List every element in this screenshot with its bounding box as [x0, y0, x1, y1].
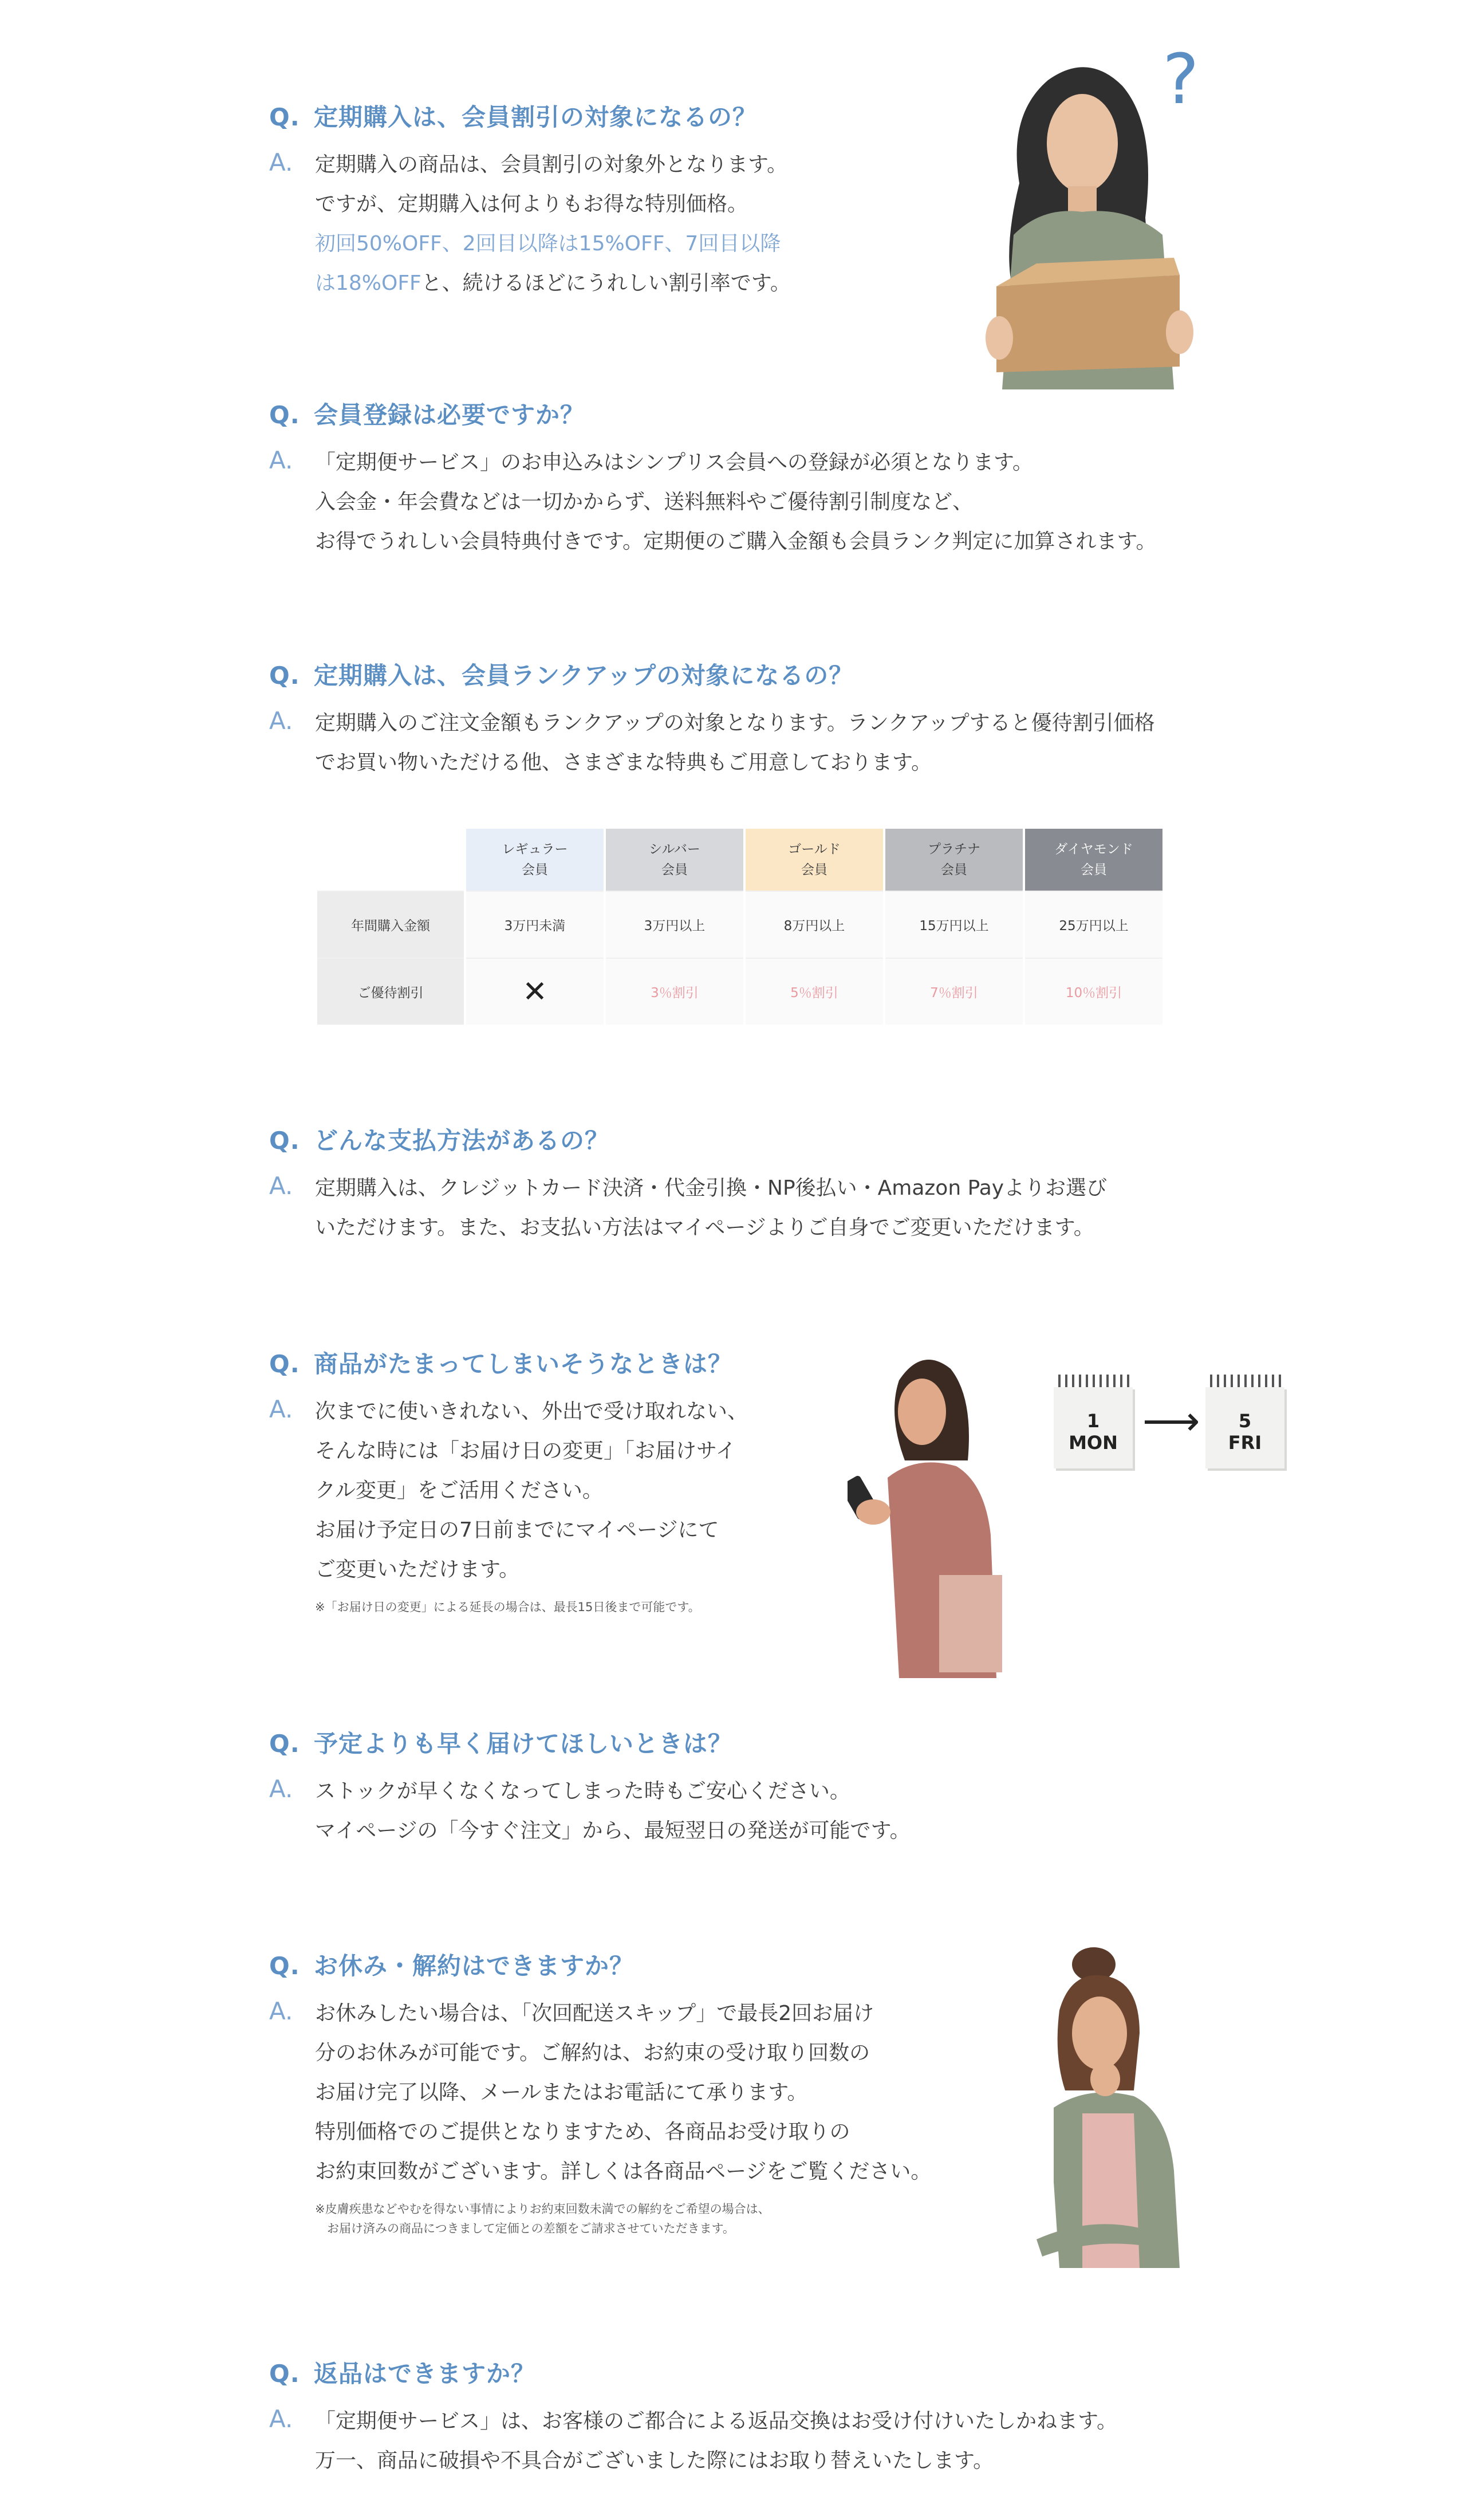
question	[269, 1949, 931, 1983]
answer-line: 分のお休みが可能です。ご解約は、お約束の受け取り回数の	[315, 2041, 870, 2065]
table-row	[317, 958, 1162, 1025]
table-cell: 3万円未満	[466, 891, 604, 958]
answer-line: お得でうれしい会員特典付きです。定期便のご購入金額も会員ランク判定に加算されます。	[315, 530, 1157, 553]
answer-line: お届け予定日の7日前までにマイページにて	[315, 1518, 719, 1542]
table-cell: 25万円以上	[1025, 891, 1162, 958]
faq-item	[269, 1949, 931, 2238]
table-corner	[317, 829, 464, 891]
calendar-date-from: 1 MON	[1069, 1410, 1118, 1454]
table-cell: 15万円以上	[885, 891, 1023, 958]
table-cell: 7％割引	[885, 958, 1023, 1025]
rank-platinum-header: プラチナ 会員	[885, 829, 1023, 891]
answer-line: マイページの「今すぐ注文」から、最短翌日の発送が可能です。	[315, 1819, 911, 1842]
table-cell: 10％割引	[1025, 958, 1162, 1025]
q-mark: Q.	[269, 662, 300, 690]
table-header-row	[317, 829, 1162, 891]
answer	[269, 2401, 1117, 2480]
row-label-annual-purchase: 年間購入金額	[317, 891, 464, 958]
answer-line: お約束回数がございます。詳しくは各商品ページをご覧ください。	[315, 2160, 932, 2183]
faq-item	[269, 1347, 748, 1617]
answer-text: と、続けるほどにうれしい割引率です。	[421, 271, 791, 295]
answer-line: 「定期便サービス」は、お客様のご都合による返品交換はお受け付けいたしかねます。	[315, 2409, 1118, 2433]
rank-regular-header: レギュラー 会員	[466, 829, 604, 891]
q-mark: Q.	[269, 2360, 300, 2388]
q-mark: Q.	[269, 1127, 300, 1155]
faq-item	[269, 1727, 911, 1850]
answer-line: お届け完了以降、メールまたはお電話にて承ります。	[315, 2081, 808, 2104]
answer-line: 次までに使いきれない、外出で受け取れない、	[315, 1400, 748, 1423]
faq-item	[269, 2357, 1117, 2480]
member-rank-table	[315, 829, 1165, 1025]
answer	[269, 1392, 748, 1617]
a-mark: A.	[269, 707, 293, 735]
footnote	[315, 2199, 931, 2238]
answer-line: 定期購入の商品は、会員割引の対象外となります。	[315, 153, 788, 176]
question	[269, 1124, 1107, 1158]
a-mark: A.	[269, 148, 293, 176]
rank-gold-header: ゴールド 会員	[746, 829, 883, 891]
answer-line	[315, 263, 791, 303]
rank-silver-header: シルバー 会員	[606, 829, 743, 891]
a-mark: A.	[269, 1775, 293, 1803]
answer	[269, 145, 791, 303]
answer-line: いただけます。また、お支払い方法はマイページよりご自身でご変更いただけます。	[315, 1216, 1094, 1239]
faq-item	[269, 1124, 1107, 1247]
question	[269, 1347, 748, 1381]
answer	[269, 1994, 931, 2238]
rank-diamond-header: ダイヤモンド 会員	[1025, 829, 1162, 891]
no-discount-cross-icon: ✕	[466, 958, 604, 1025]
answer-line: 定期購入のご注文金額もランクアップの対象となります。ランクアップすると優待割引価格	[315, 711, 1155, 735]
a-mark: A.	[269, 1172, 293, 1200]
q-mark: Q.	[269, 401, 300, 429]
answer-line: ストックが早くなくなってしまった時もご安心ください。	[315, 1779, 850, 1803]
q-mark: Q.	[269, 1952, 300, 1980]
question-text: 返品はできますか？	[314, 2360, 536, 2388]
q-mark: Q.	[269, 1730, 300, 1758]
question-text: どんな支払方法があるの？	[314, 1127, 610, 1155]
a-mark: A.	[269, 446, 293, 474]
answer-line: ご変更いただけます。	[315, 1558, 520, 1581]
table-cell: 3万円以上	[606, 891, 743, 958]
discount-highlight: は18%OFF	[315, 271, 421, 295]
calendar-icon	[1054, 1375, 1133, 1468]
question-text: 会員登録は必要ですか？	[314, 401, 585, 429]
arrow-right-icon: ⟶	[1142, 1397, 1200, 1444]
answer	[269, 703, 1155, 782]
table-cell: 8万円以上	[746, 891, 883, 958]
answer-line: 「定期便サービス」のお申込みはシンプリス会員への登録が必須となります。	[315, 451, 1034, 474]
faq-item	[269, 398, 1157, 561]
woman-with-phone-illustration	[848, 1346, 1037, 1680]
q-mark: Q.	[269, 1350, 300, 1378]
answer-line: でお買い物いただける他、さまざまな特典もご用意しております。	[315, 751, 932, 774]
question-mark-icon: ?	[1162, 40, 1199, 120]
answer-line: そんな時には「お届け日の変更」「お届けサイ	[315, 1439, 736, 1463]
a-mark: A.	[269, 1997, 293, 2025]
table-row	[317, 891, 1162, 958]
discount-highlight: 初回50%OFF、2回目以降は15%OFF、7回目以降	[315, 232, 781, 255]
answer	[269, 1168, 1107, 1247]
answer-line: 定期購入は、クレジットカード決済・代金引換・NP後払い・Amazon Payよりお選び	[315, 1176, 1108, 1200]
question	[269, 2357, 1117, 2391]
question-text: 定期購入は、会員割引の対象になるの？	[314, 103, 758, 131]
question-text: 定期購入は、会員ランクアップの対象になるの？	[314, 662, 854, 690]
footnote: ※「お届け日の変更」による延長の場合は、最長15日後まで可能です。	[315, 1600, 700, 1614]
a-mark: A.	[269, 2405, 293, 2433]
answer-line: 入会金・年会費などは一切かからず、送料無料やご優待割引制度など、	[315, 490, 974, 514]
calendar-date-to: 5 FRI	[1228, 1410, 1262, 1454]
calendar-icon	[1205, 1375, 1284, 1468]
question	[269, 1727, 911, 1761]
faq-item	[269, 100, 791, 303]
row-label-discount: ご優待割引	[317, 958, 464, 1025]
answer	[269, 443, 1157, 561]
question-text: 予定よりも早く届けてほしいときは？	[314, 1730, 733, 1758]
table-cell: 5％割引	[746, 958, 883, 1025]
answer-line: 特別価格でのご提供となりますため、各商品お受け取りの	[315, 2120, 850, 2144]
answer-line: 万一、商品に破損や不具合がございました際にはお取り替えいたします。	[315, 2449, 994, 2472]
faq-item	[269, 659, 1155, 782]
table-cell: 3％割引	[606, 958, 743, 1025]
question-text: お休み・解約はできますか？	[314, 1952, 635, 1980]
answer-line: クル変更」をご活用ください。	[315, 1479, 603, 1502]
answer-line: お休みしたい場合は、「次回配送スキップ」で最長2回お届け	[315, 2002, 874, 2025]
question	[269, 659, 1155, 693]
question-text: 商品がたまってしまいそうなときは？	[314, 1350, 733, 1378]
footnote-line: ※皮膚疾患などやむを得ない事情によりお約束回数未満での解約をご希望の場合は、	[315, 2202, 770, 2216]
answer	[269, 1771, 911, 1850]
question	[269, 398, 1157, 432]
thinking-woman-illustration	[1019, 1942, 1214, 2270]
a-mark: A.	[269, 1395, 293, 1423]
answer-line: ですが、定期購入は何よりもお得な特別価格。	[315, 192, 748, 216]
footnote-line: お届け済みの商品につきまして定価との差額をご請求させていただきます。	[315, 2222, 735, 2235]
question	[269, 100, 791, 135]
q-mark: Q.	[269, 103, 300, 131]
